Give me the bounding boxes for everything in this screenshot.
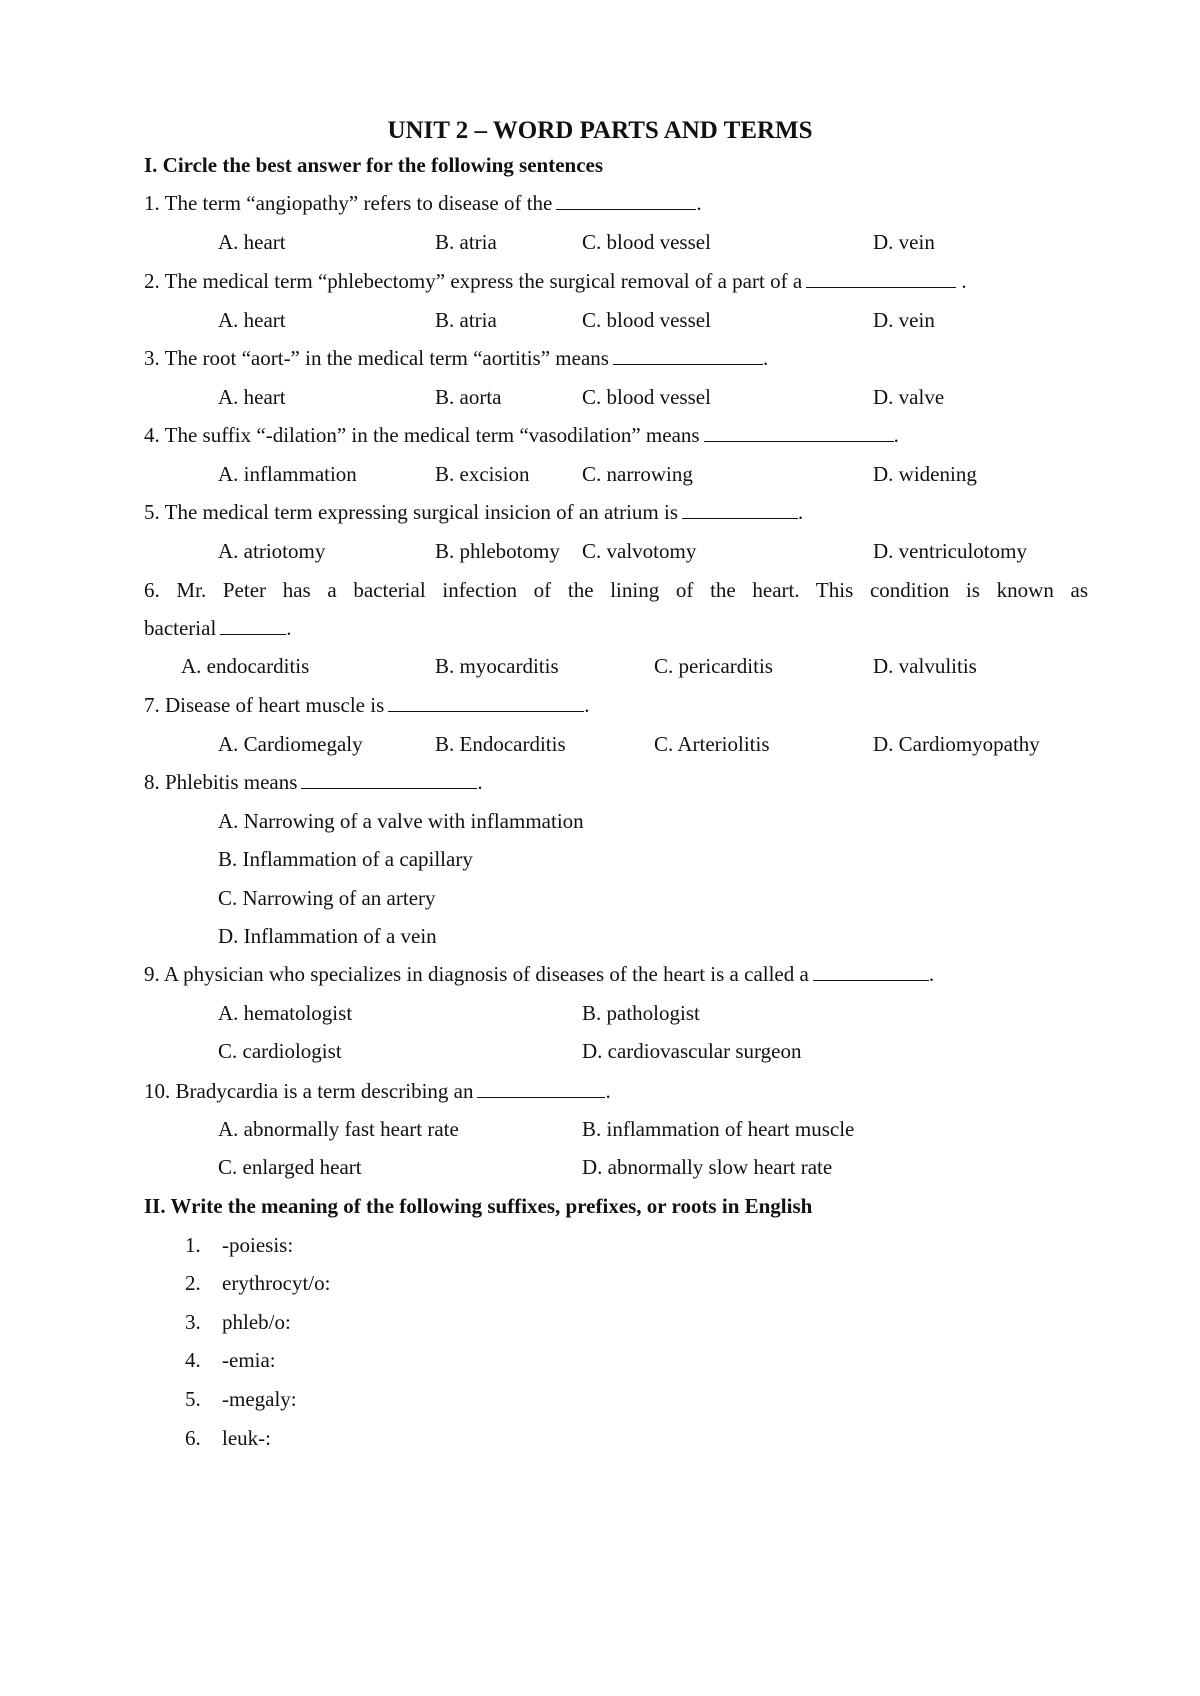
option-a[interactable]: A. endocarditis [181,654,310,678]
option-d[interactable]: D. abnormally slow heart rate [582,1155,833,1179]
option-a[interactable]: A. heart [218,385,286,409]
option-d[interactable]: D. vein [873,308,935,332]
option-c[interactable]: C. valvotomy [582,539,697,563]
option-c[interactable]: C. blood vessel [582,385,711,409]
option-b[interactable]: B. Inflammation of a capillary [218,847,473,871]
question-6-text: bacterial [144,616,217,640]
option-c[interactable]: C. blood vessel [582,230,711,254]
answer-blank[interactable] [806,269,956,288]
page-title: UNIT 2 – WORD PARTS AND TERMS [387,117,813,144]
option-b[interactable]: B. inflammation of heart muscle [582,1117,855,1141]
option-a[interactable]: A. heart [218,230,286,254]
question-end: . [605,1079,611,1103]
question-end: . [477,770,483,794]
option-a[interactable]: A. heart [218,308,286,332]
option-d[interactable]: D. vein [873,230,935,254]
answer-blank[interactable] [388,693,584,712]
option-a[interactable]: A. inflammation [218,462,357,486]
question-3 [144,343,768,373]
question-3-text: 3. The root “aort-” in the medical term “aortitis” means [144,346,609,370]
option-c[interactable]: C. enlarged heart [218,1155,362,1179]
option-c[interactable]: C. Narrowing of an artery [218,886,436,910]
option-a[interactable]: A. abnormally fast heart rate [218,1117,459,1141]
question-end: . [696,191,702,215]
option-b[interactable]: B. atria [435,230,497,254]
list-item-number: 3. [185,1310,201,1334]
option-c[interactable]: C. narrowing [582,462,693,486]
option-a[interactable]: A. hematologist [218,1001,353,1025]
question-10 [144,1076,611,1106]
option-d[interactable]: D. Inflammation of a vein [218,924,437,948]
option-d[interactable]: D. valve [873,385,945,409]
list-item-term: -emia: [222,1348,276,1372]
answer-blank[interactable] [556,191,696,210]
question-2 [144,266,967,296]
question-2-text: 2. The medical term “phlebectomy” express the surgical removal of a part of a [144,269,803,293]
question-8 [144,767,483,797]
option-b[interactable]: B. phlebotomy [435,539,560,563]
option-d[interactable]: D. valvulitis [873,654,977,678]
list-item-number: 6. [185,1426,201,1450]
option-a[interactable]: A. Narrowing of a valve with inflammation [218,809,584,833]
list-item-number: 2. [185,1271,201,1295]
question-7 [144,690,590,720]
question-end: . [762,346,769,370]
question-end: . [286,616,292,640]
list-item-number: 5. [185,1387,201,1411]
option-c[interactable]: C. blood vessel [582,308,711,332]
question-end: . [798,500,804,524]
section2-heading: II. Write the meaning of the following suffixes, prefixes, or roots in English [144,1194,813,1218]
question-end: . [956,269,967,293]
option-c[interactable]: C. Arteriolitis [654,732,770,756]
question-10-text: 10. Bradycardia is a term describing an [144,1079,474,1103]
question-end: . [893,423,899,447]
answer-blank[interactable] [477,1079,605,1098]
option-b[interactable]: B. excision [435,462,530,486]
question-1 [144,188,702,218]
option-b[interactable]: B. atria [435,308,497,332]
question-8-text: 8. Phlebitis means [144,770,298,794]
option-d[interactable]: D. widening [873,462,977,486]
list-item-term: -megaly: [222,1387,297,1411]
answer-blank[interactable] [682,500,798,519]
list-item-term: leuk-: [222,1426,271,1450]
option-c[interactable]: C. cardiologist [218,1039,342,1063]
answer-blank[interactable] [704,423,894,442]
list-item-term: phleb/o: [222,1310,291,1334]
option-d[interactable]: D. Cardiomyopathy [873,732,1040,756]
option-a[interactable]: A. atriotomy [218,539,326,563]
answer-blank[interactable] [220,616,286,635]
option-a[interactable]: A. Cardiomegaly [218,732,363,756]
option-b[interactable]: B. Endocarditis [435,732,566,756]
question-9 [144,959,934,989]
question-9-text: 9. A physician who specializes in diagnosis of diseases of the heart is a called a [144,962,809,986]
answer-blank[interactable] [613,346,763,365]
option-b[interactable]: B. aorta [435,385,502,409]
question-6-line-1: 6. Mr. Peter has a bacterial infection of the lining of the heart. This condition is known as [144,578,1088,602]
question-end: . [584,693,590,717]
question-4-text: 4. The suffix “-dilation” in the medical term “vasodilation” means [144,423,700,447]
list-item-term: -poiesis: [222,1233,294,1257]
question-7-text: 7. Disease of heart muscle is [144,693,385,717]
question-5-text: 5. The medical term expressing surgical insicion of an atrium is [144,500,679,524]
question-5 [144,497,803,527]
question-end: . [928,962,935,986]
option-c[interactable]: C. pericarditis [654,654,773,678]
answer-blank[interactable] [301,770,477,789]
section1-heading: I. Circle the best answer for the following sentences [144,153,604,177]
question-4 [144,420,899,450]
question-1-text: 1. The term “angiopathy” refers to disease of the [144,191,553,215]
answer-blank[interactable] [813,962,929,981]
list-item-term: erythrocyt/o: [222,1271,331,1295]
question-6-line-2 [144,613,292,643]
option-d[interactable]: D. cardiovascular surgeon [582,1039,802,1063]
list-item-number: 4. [185,1348,201,1372]
option-b[interactable]: B. myocarditis [435,654,559,678]
option-b[interactable]: B. pathologist [582,1001,700,1025]
list-item-number: 1. [185,1233,201,1257]
option-d[interactable]: D. ventriculotomy [873,539,1027,563]
